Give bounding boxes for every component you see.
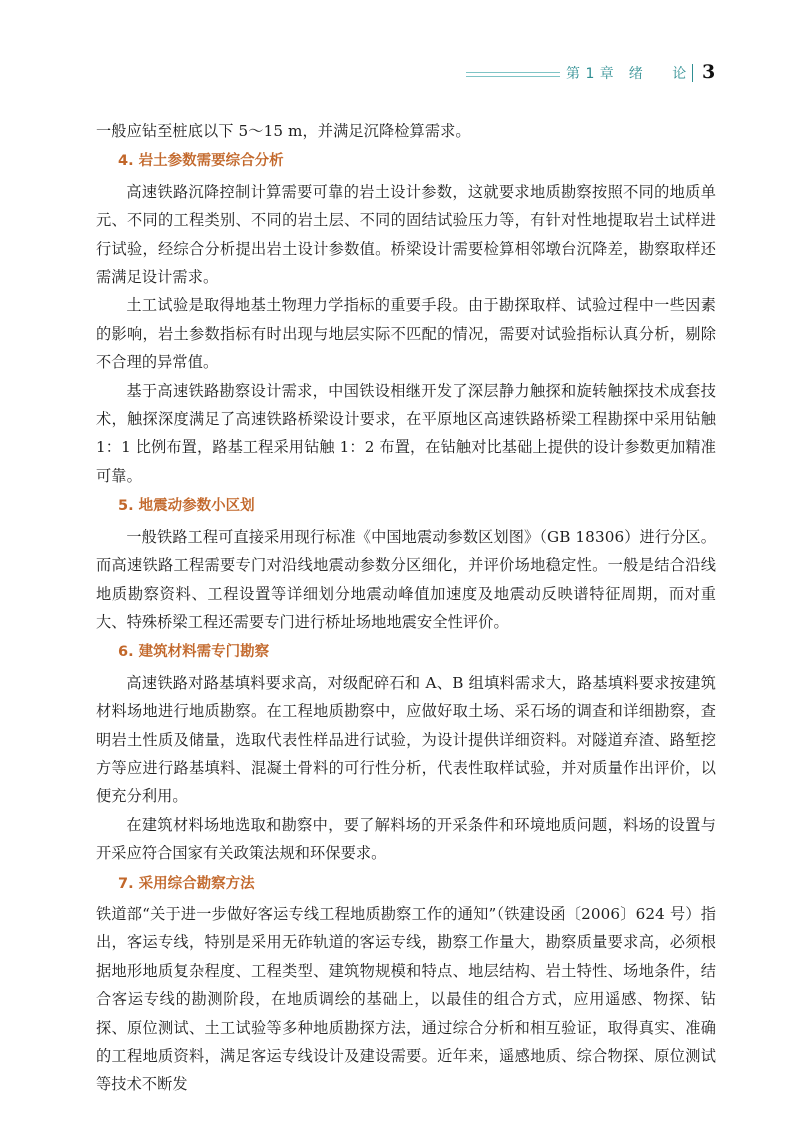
paragraph: 土工试验是取得地基土物理力学指标的重要手段。由于勘探取样、试验过程中一些因素的影响，岩土参数指标有时出现与地层实际不匹配的情况，需要对试验指标认真分析，剔除不合理的异常值。 [96,296,716,372]
section-heading-4: 4. 岩土参数需要综合分析 [118,153,284,170]
paragraph: 在建筑材料场地选取和勘察中，要了解料场的开采条件和环境地质问题，料场的设置与开采应符合国家有关政策法规和环保要求。 [96,815,716,863]
paragraph: 高速铁路沉降控制计算需要可靠的岩土设计参数，这就要求地质勘察按照不同的地质单元、不同的工程类别、不同的岩土层、不同的固结试验压力等，有针对性地提取岩土试样进行试验，经综合分析提出岩土设计参数值。桥梁设计需要检算相邻墩台沉降差，勘察取样还需满足设计需求。 [96,182,716,287]
page-header [0,60,800,90]
header-rule-line [466,72,560,73]
paragraph: 高速铁路对路基填料要求高，对级配碎石和 A、B 组填料需求大，路基填料要求按建筑材料场地进行地质勘察。在工程地质勘察中，应做好取土场、采石场的调查和详细勘察，查明岩土性质及储量，选取代表性样品进行试验，为设计提供详细资料。对隧道弃渣、路堑挖方等应进行路基填料、混凝土骨料的可行性分析，代表性取样试验，并对质量作出评价，以便充分利用。 [96,673,716,806]
body-text [96,117,716,1099]
paragraph: 基于高速铁路勘察设计需求，中国铁设相继开发了深层静力触探和旋转触探技术成套技术，触探深度满足了高速铁路桥梁设计要求，在平原地区高速铁路桥梁工程勘探中采用钻触 1：1 比例布置，路基工程采用钻触 1：2 布置，在钻触对比基础上提供的设计参数更加精准可靠。 [96,381,716,485]
header-divider [692,64,693,82]
paragraph: 一般应钻至桩底以下 5～15 m，并满足沉降检算需求。 [96,122,471,140]
paragraph: 一般铁路工程可直接采用现行标准《中国地震动参数区划图》（GB 18306）进行分区。而高速铁路工程需要专门对沿线地震动参数分区细化，并评价场地稳定性。一般是结合沿线地质勘察资料、工程设置等详细划分地震动峰值加速度及地震动反映谱特征周期，而对重大、特殊桥梁工程还需要专门进行桥址场地地震安全性评价。 [96,527,716,631]
chapter-title: 第 1 章 绪 论 [566,66,687,82]
section-heading-5: 5. 地震动参数小区划 [118,498,255,515]
section-heading-6: 6. 建筑材料需专门勘察 [118,644,270,661]
header-rule-line [466,76,560,77]
paragraph: 铁道部“关于进一步做好客运专线工程地质勘察工作的通知”（铁建设函〔2006〕624 号）指出，客运专线，特别是采用无砟轨道的客运专线，勘察工作量大，勘察质量要求高，必须根据地形地质复杂程度、工程类型、建筑物规模和特点、地层结构、岩土特性、场地条件，结合客运专线的勘测阶段，在地质调绘的基础上，以最佳的组合方式，应用遥感、物探、钻探、原位测试、土工试验等多种地质勘探方法，通过综合分析和相互验证，取得真实、准确的工程地质资料，满足客运专线设计及建设需要。近年来，遥感地质、综合物探、原位测试等技术不断发 [96,904,716,1094]
page-number: 3 [702,61,716,83]
section-heading-7: 7. 采用综合勘察方法 [118,875,255,892]
